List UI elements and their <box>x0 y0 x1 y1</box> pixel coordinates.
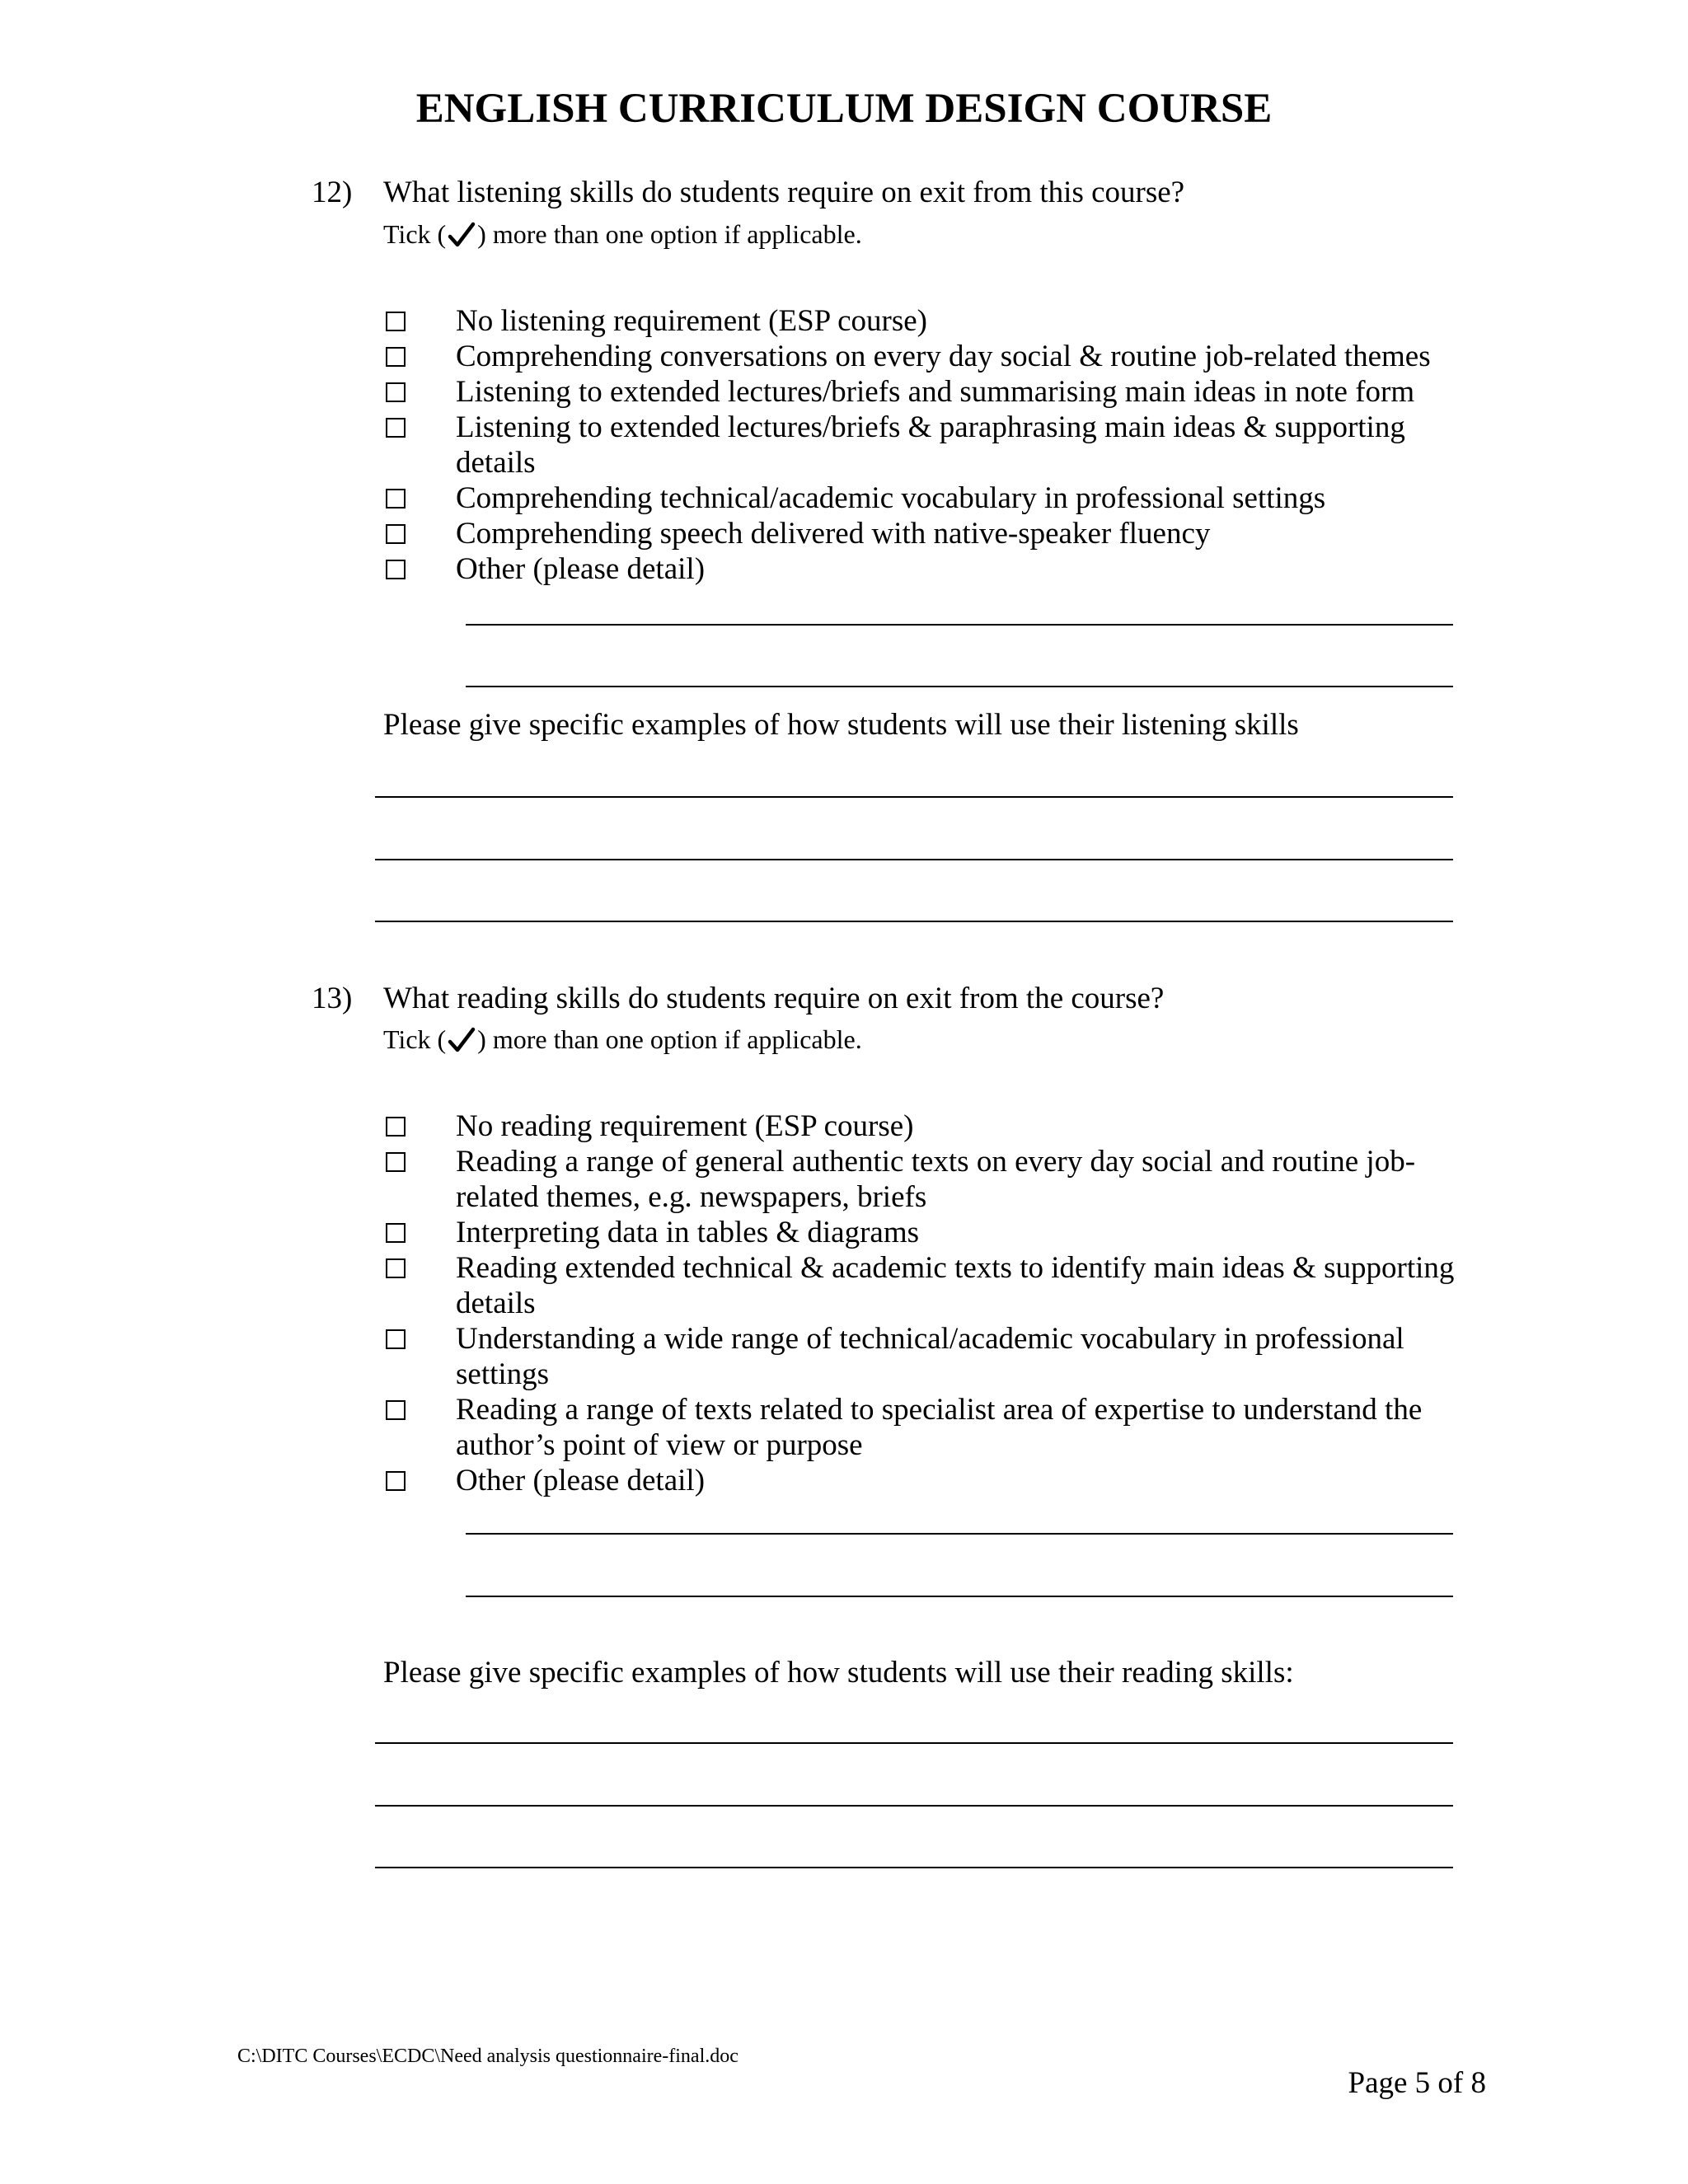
checkbox[interactable] <box>386 489 406 509</box>
checkbox[interactable] <box>386 1258 406 1278</box>
other-detail-line[interactable] <box>466 1596 1453 1597</box>
checkbox[interactable] <box>386 1329 406 1349</box>
checkbox[interactable] <box>386 1152 406 1172</box>
option-label: Interpreting data in tables & diagrams <box>456 1216 920 1249</box>
checkbox[interactable] <box>386 1471 406 1491</box>
other-detail-line[interactable] <box>466 686 1453 687</box>
option-label: Listening to extended lectures/briefs and summarising main ideas in note form <box>456 375 1415 409</box>
checkbox[interactable] <box>386 560 406 579</box>
answer-line[interactable] <box>375 1867 1453 1868</box>
page-title: ENGLISH CURRICULUM DESIGN COURSE <box>415 86 1273 132</box>
answer-line[interactable] <box>375 921 1453 922</box>
option-label: Comprehending conversations on every day social & routine job-related themes <box>456 340 1431 373</box>
checkbox[interactable] <box>386 1223 406 1243</box>
question-13-instruction <box>383 1023 862 1056</box>
question-13-text: What reading skills do students require on exit from the course? <box>383 982 1165 1015</box>
option-label: Reading extended technical & academic texts to identify main ideas & supporting details <box>456 1251 1455 1320</box>
option-label: Reading a range of texts related to specialist area of expertise to understand the author’s point of view or purpose <box>456 1393 1423 1462</box>
option-label: Listening to extended lectures/briefs & paraphrasing main ideas & supporting details <box>456 410 1405 480</box>
question-12-number: 12) <box>312 176 353 209</box>
answer-line[interactable] <box>375 859 1453 860</box>
checkbox[interactable] <box>386 1400 406 1420</box>
option-label: No listening requirement (ESP course) <box>456 304 928 338</box>
checkbox[interactable] <box>386 312 406 331</box>
tick-suffix: ) more than one option if applicable. <box>477 1024 862 1054</box>
checkbox[interactable] <box>386 1117 406 1137</box>
tick-suffix: ) more than one option if applicable. <box>477 219 862 249</box>
footer-file-path: C:\DITC Courses\ECDC\Need analysis questionnaire-final.doc <box>237 2046 738 2067</box>
checkmark-icon <box>446 1024 477 1056</box>
other-detail-line[interactable] <box>466 1533 1453 1535</box>
option-label: No reading requirement (ESP course) <box>456 1109 914 1143</box>
answer-line[interactable] <box>375 1805 1453 1807</box>
option-label: Other (please detail) <box>456 1464 706 1497</box>
checkbox[interactable] <box>386 347 406 367</box>
option-label: Comprehending technical/academic vocabulary in professional settings <box>456 481 1326 515</box>
option-label: Reading a range of general authentic texts on every day social and routine job-related themes, e.g. newspapers, briefs <box>456 1145 1416 1214</box>
checkbox[interactable] <box>386 418 406 438</box>
option-label: Comprehending speech delivered with native-speaker fluency <box>456 517 1211 551</box>
reading-examples-prompt: Please give specific examples of how students will use their reading skills: <box>383 1656 1294 1690</box>
question-12-instruction <box>383 218 862 251</box>
tick-prefix: Tick ( <box>383 219 447 249</box>
tick-prefix: Tick ( <box>383 1024 447 1054</box>
checkmark-icon <box>446 219 477 251</box>
listening-examples-prompt: Please give specific examples of how students will use their listening skills <box>383 708 1299 742</box>
question-12-text: What listening skills do students require on exit from this course? <box>383 176 1185 209</box>
page-number: Page 5 of 8 <box>1348 2066 1486 2100</box>
answer-line[interactable] <box>375 1742 1453 1744</box>
option-label: Understanding a wide range of technical/academic vocabulary in professional settings <box>456 1322 1404 1391</box>
option-label: Other (please detail) <box>456 552 706 586</box>
other-detail-line[interactable] <box>466 624 1453 626</box>
checkbox[interactable] <box>386 382 406 402</box>
question-13-number: 13) <box>312 982 353 1015</box>
answer-line[interactable] <box>375 796 1453 798</box>
checkbox[interactable] <box>386 524 406 544</box>
